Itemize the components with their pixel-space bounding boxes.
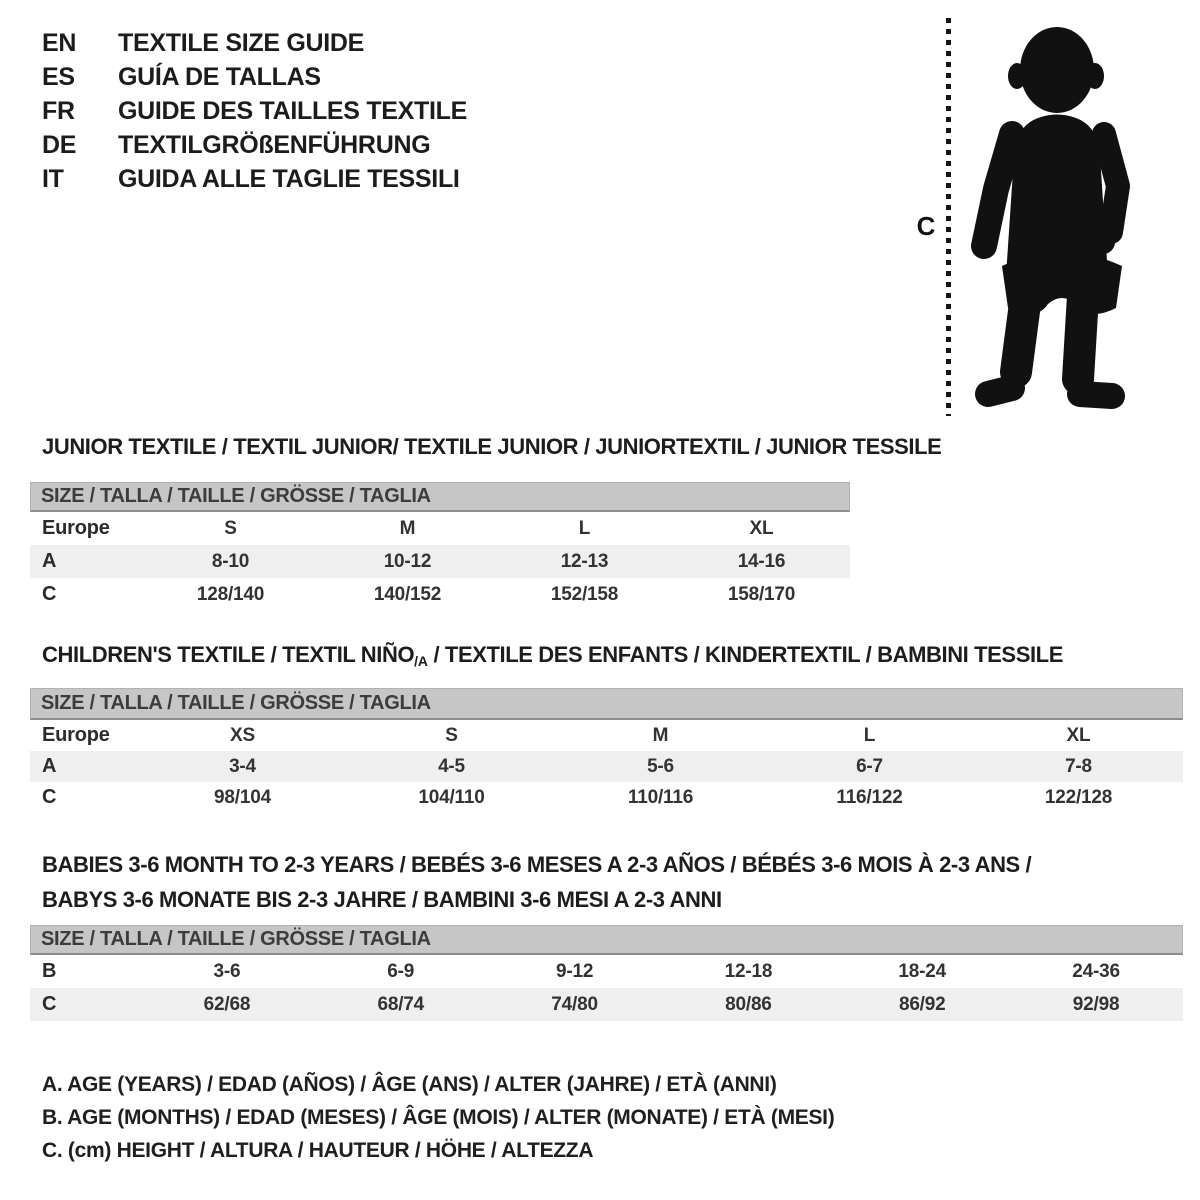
age-value: 10-12	[383, 550, 432, 572]
size-table-header-bar: SIZE / TALLA / TAILLE / GRÖSSE / TAGLIA	[30, 688, 1183, 720]
guide-title: GUÍA DE TALLAS	[118, 63, 321, 91]
size-table-header-bar: SIZE / TALLA / TAILLE / GRÖSSE / TAGLIA	[30, 482, 850, 512]
height-value: 104/110	[418, 786, 485, 808]
guide-title: GUIDA ALLE TAGLIE TESSILI	[118, 165, 460, 193]
age-value: 14-16	[737, 550, 786, 572]
height-value: 68/74	[377, 993, 425, 1015]
height-value: 80/86	[725, 993, 772, 1015]
table-row-europe	[30, 720, 1183, 751]
row-label: B	[42, 960, 57, 982]
row-label: C	[42, 993, 57, 1015]
guide-title: TEXTILE SIZE GUIDE	[118, 29, 365, 57]
height-value: 152/158	[550, 583, 619, 605]
table-row-height-cm	[30, 988, 1183, 1021]
height-value: 158/170	[727, 583, 796, 605]
junior-size-table	[30, 482, 850, 611]
language-code: IT	[42, 165, 64, 193]
heading-line-1: BABIES 3-6 MONTH TO 2-3 YEARS / BEBÉS 3-6 MESES A 2-3 AÑOS / BÉBÉS 3-6 MOIS À 2-3 ANS /	[42, 852, 1032, 877]
language-row-de	[42, 128, 467, 162]
age-value: 8-10	[211, 550, 250, 572]
height-value: 122/128	[1044, 786, 1113, 808]
row-label: C	[42, 583, 57, 605]
heading-subscript: /A	[414, 653, 428, 669]
age-value: 12-13	[560, 550, 609, 572]
age-value: 9-12	[555, 960, 594, 982]
table-row-height-cm	[30, 782, 1183, 813]
size-value: M	[652, 724, 669, 746]
size-value: S	[224, 517, 237, 539]
height-value: 116/122	[836, 786, 903, 808]
row-label: Europe	[42, 517, 110, 539]
children-size-table	[30, 688, 1183, 813]
size-value: XL	[1066, 724, 1091, 746]
table-row-height-cm	[30, 578, 850, 611]
height-value: 92/98	[1072, 993, 1120, 1015]
age-value: 24-36	[1072, 960, 1120, 982]
age-value: 18-24	[898, 960, 947, 982]
row-label: A	[42, 550, 57, 572]
row-label: C	[42, 786, 57, 808]
height-measure-label: C	[916, 211, 936, 241]
footnote-age-months: B. AGE (MONTHS) / EDAD (MESES) / ÂGE (MOIS) / ALTER (MONATE) / ETÀ (MESI)	[42, 1106, 835, 1129]
legend-footnotes	[42, 1068, 834, 1167]
language-row-it	[42, 162, 467, 196]
children-section-heading	[42, 642, 1063, 669]
height-value: 98/104	[214, 786, 271, 808]
height-value: 110/116	[627, 786, 694, 808]
language-code: ES	[42, 63, 75, 91]
table-row-age-years	[30, 545, 850, 578]
toddler-silhouette-icon	[966, 24, 1138, 419]
height-value: 62/68	[203, 993, 251, 1015]
heading-line-2: BABYS 3-6 MONATE BIS 2-3 JAHRE / BAMBINI 3-6 MESI A 2-3 ANNI	[42, 887, 722, 912]
size-value: XS	[230, 724, 255, 746]
footnote-height-cm: C. (cm) HEIGHT / ALTURA / HAUTEUR / HÖHE / ALTEZZA	[42, 1139, 594, 1162]
age-value: 4-5	[438, 755, 465, 777]
height-value: 86/92	[898, 993, 946, 1015]
age-value: 7-8	[1065, 755, 1092, 777]
size-value: S	[445, 724, 458, 746]
babies-section-heading	[42, 847, 1031, 917]
language-code: EN	[42, 29, 77, 57]
table-row-age-months	[30, 955, 1183, 988]
footnote-age-years: A. AGE (YEARS) / EDAD (AÑOS) / ÂGE (ANS) / ALTER (JAHRE) / ETÀ (ANNI)	[42, 1073, 777, 1096]
language-title-list	[42, 26, 467, 196]
row-label: A	[42, 755, 57, 777]
age-value: 12-18	[724, 960, 773, 982]
language-code: DE	[42, 131, 77, 159]
age-value: 5-6	[647, 755, 674, 777]
height-value: 74/80	[551, 993, 598, 1015]
age-value: 3-6	[213, 960, 241, 982]
height-value: 128/140	[196, 583, 265, 605]
size-value: L	[863, 724, 876, 746]
age-value: 6-7	[856, 755, 883, 777]
size-table-header-bar: SIZE / TALLA / TAILLE / GRÖSSE / TAGLIA	[30, 925, 1183, 955]
language-code: FR	[42, 97, 75, 125]
language-row-fr	[42, 94, 467, 128]
height-measure-dashed-line	[946, 18, 951, 416]
height-value: 140/152	[373, 583, 442, 605]
row-label: Europe	[42, 724, 110, 746]
table-row-age-years	[30, 751, 1183, 782]
heading-text: / TEXTILE DES ENFANTS / KINDERTEXTIL / BAMBINI TESSILE	[427, 642, 1063, 667]
table-row-europe	[30, 512, 850, 545]
guide-title: GUIDE DES TAILLES TEXTILE	[118, 97, 468, 125]
age-value: 3-4	[229, 755, 256, 777]
language-row-en	[42, 26, 467, 60]
junior-section-heading: JUNIOR TEXTILE / TEXTIL JUNIOR/ TEXTILE JUNIOR / JUNIORTEXTIL / JUNIOR TESSILE	[42, 434, 942, 459]
guide-title: TEXTILGRÖßENFÜHRUNG	[118, 131, 431, 159]
size-value: M	[399, 517, 416, 539]
age-value: 6-9	[387, 960, 415, 982]
babies-size-table	[30, 925, 1183, 1021]
language-row-es	[42, 60, 467, 94]
size-value: XL	[749, 517, 774, 539]
heading-text: CHILDREN'S TEXTILE / TEXTIL NIÑO	[42, 642, 415, 667]
size-value: L	[578, 517, 591, 539]
